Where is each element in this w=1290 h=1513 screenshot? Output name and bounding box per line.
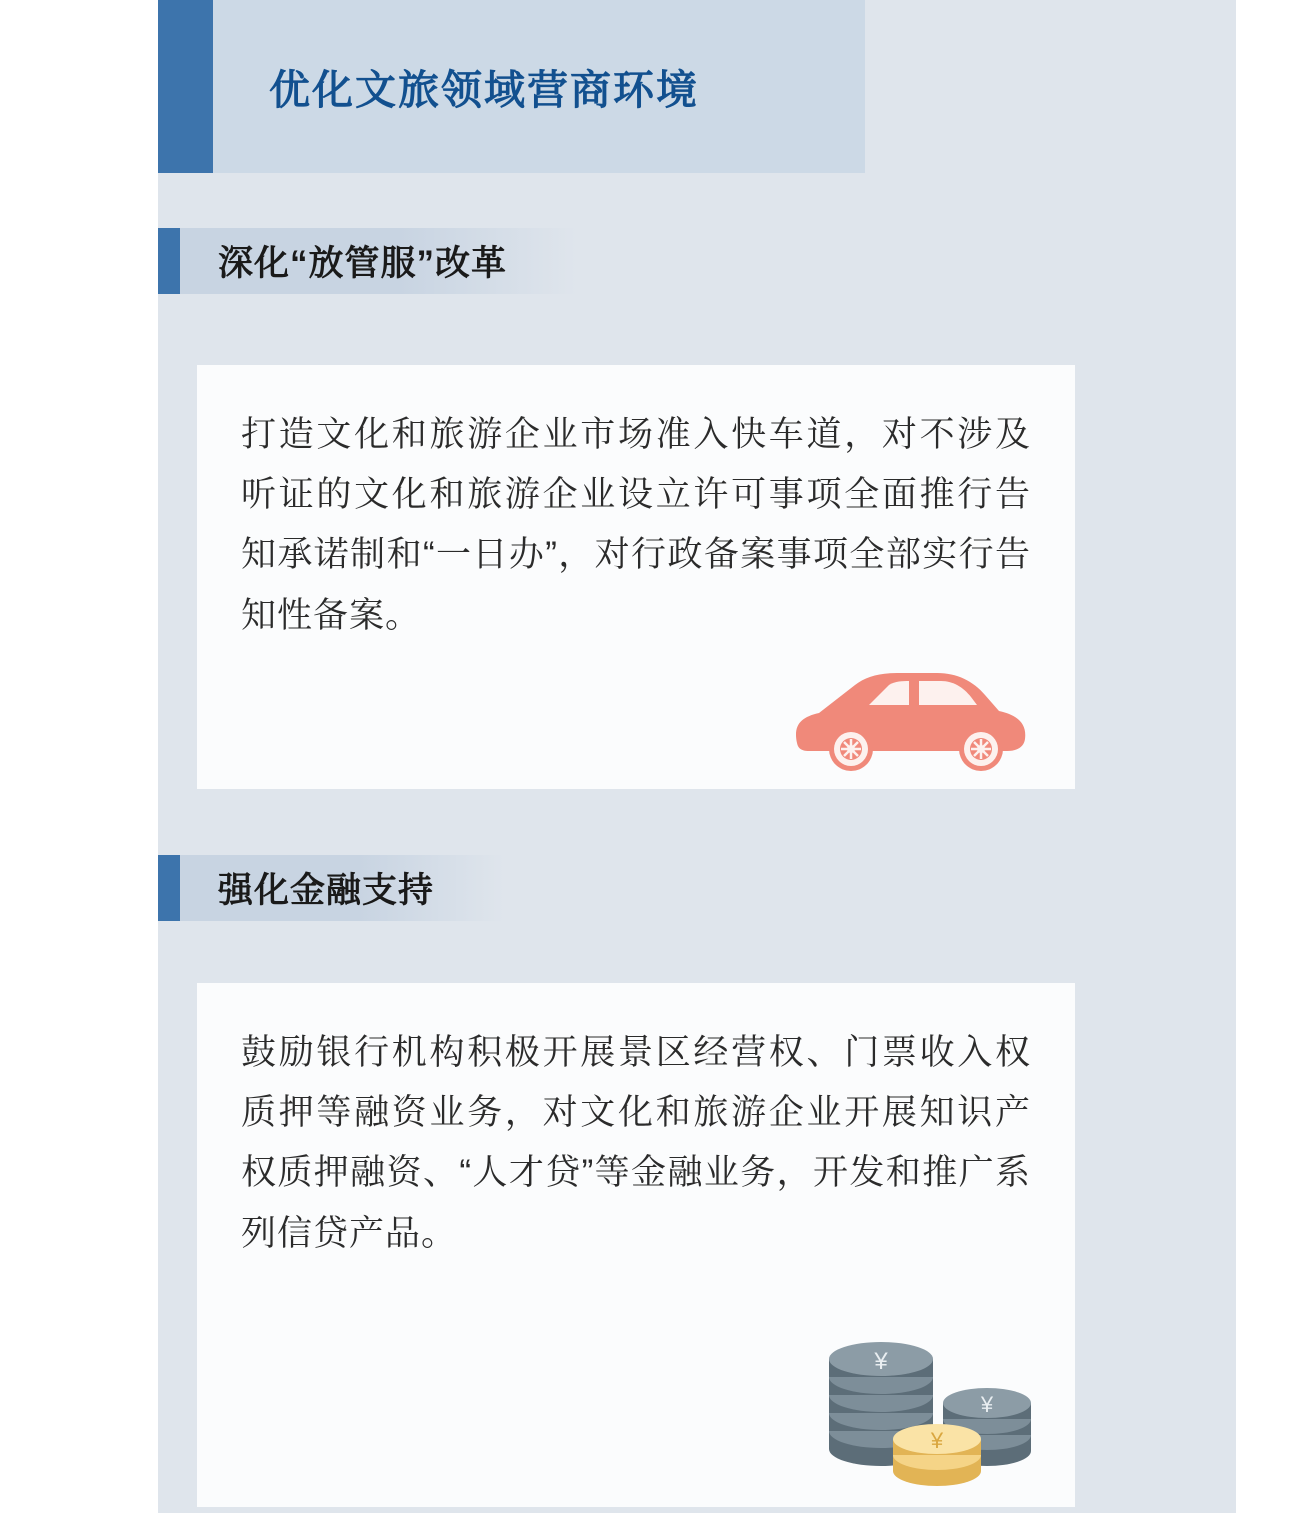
section-heading-1-label: 深化“放管服”改革 — [218, 244, 508, 283]
section-card-1 — [197, 365, 1075, 789]
svg-text:¥: ¥ — [874, 1348, 888, 1375]
section-card-2 — [197, 983, 1075, 1507]
coin-stack-icon — [819, 1299, 1039, 1489]
section-accent-bar — [158, 855, 180, 921]
title-accent-bar — [158, 0, 213, 173]
section-heading-1 — [158, 228, 577, 294]
left-gutter — [0, 0, 158, 1513]
section-body-1: 打造文化和旅游企业市场准入快车道，对不涉及听证的文化和旅游企业设立许可事项全面推行告知承诺制和“一日办”，对行政备案事项全部实行告知性备案。 — [241, 415, 1031, 635]
section-accent-bar — [158, 228, 180, 294]
section-body-2: 鼓励银行机构积极开展景区经营权、门票收入权质押等融资业务，对文化和旅游企业开展知识产权质押融资、“人才贷”等金融业务，开发和推广系列信贷产品。 — [241, 1033, 1031, 1253]
section-heading-highlight — [180, 855, 504, 921]
red-car-icon — [785, 655, 1035, 775]
page-title-bar — [158, 0, 865, 173]
section-heading-2-label: 强化金融支持 — [218, 871, 435, 910]
page-title: 优化文旅领域营商环境 — [269, 67, 699, 113]
right-gutter — [1236, 0, 1290, 1513]
svg-text:¥: ¥ — [930, 1428, 944, 1453]
section-heading-highlight — [180, 228, 577, 294]
svg-text:¥: ¥ — [980, 1392, 994, 1417]
section-heading-2 — [158, 855, 504, 921]
